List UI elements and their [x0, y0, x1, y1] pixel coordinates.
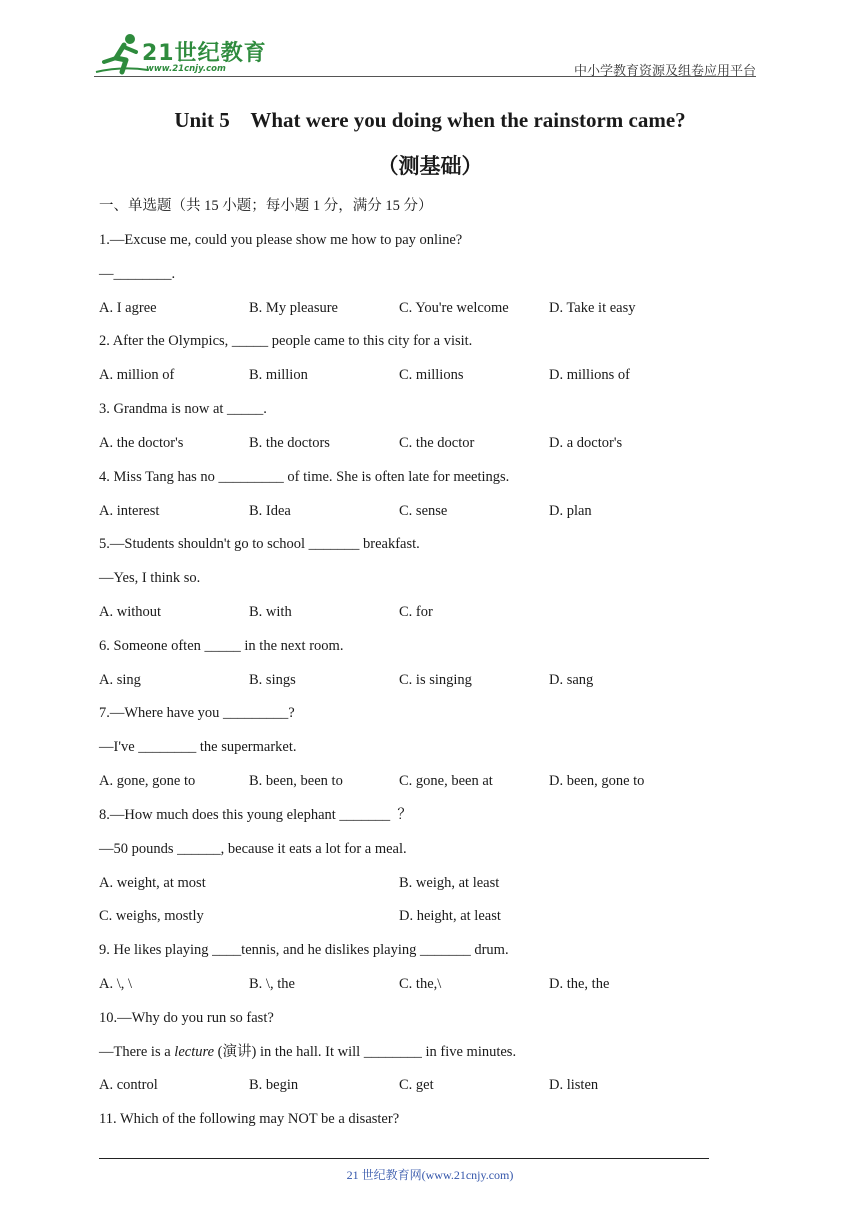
question-5: 5.—Students shouldn't go to school _______ breakfast. [99, 536, 420, 552]
option-a: A. interest [99, 503, 160, 519]
option-b: B. weigh, at least [399, 875, 500, 891]
option-d: D. Take it easy [549, 300, 636, 316]
question-11: 11. Which of the following may NOT be a disaster? [99, 1111, 400, 1127]
question-8-reply: —50 pounds ______, because it eats a lot for a meal. [99, 841, 407, 857]
footer-link[interactable]: 21 世纪教育网(www.21cnjy.com) [346, 1168, 514, 1182]
option-c: C. the,\ [399, 976, 442, 992]
question-4: 4. Miss Tang has no _________ of time. She is often late for meetings. [99, 469, 510, 485]
option-c: C. the doctor [399, 435, 475, 451]
option-d: D. a doctor's [549, 435, 623, 451]
option-c: C. sense [399, 503, 448, 519]
logo [94, 32, 267, 76]
question-3: 3. Grandma is now at _____. [99, 401, 267, 417]
option-c: C. for [399, 604, 433, 620]
option-b: B. with [249, 604, 292, 620]
question-5-reply: —Yes, I think so. [99, 570, 201, 586]
option-b: B. million [249, 367, 308, 383]
question-10: 10.—Why do you run so fast? [99, 1010, 274, 1026]
option-a: A. I agree [99, 300, 157, 316]
page-header [94, 30, 756, 80]
option-a: A. weight, at most [99, 875, 206, 891]
option-b: B. sings [249, 672, 296, 688]
option-d: D. listen [549, 1077, 599, 1093]
option-b: B. the doctors [249, 435, 330, 451]
question-9: 9. He likes playing ____tennis, and he dislikes playing _______ drum. [99, 942, 509, 958]
logo-url: www.21cnjy.com [146, 64, 226, 74]
page-title: Unit 5 What were you doing when the rainstorm came? [174, 108, 686, 132]
question-7: 7.—Where have you _________? [99, 705, 295, 721]
reply-text-start: —There is a [99, 1044, 175, 1060]
question-10-reply [99, 1043, 516, 1061]
option-a: A. control [99, 1077, 158, 1093]
option-a: A. million of [99, 367, 175, 383]
option-b: B. been, been to [249, 773, 343, 789]
question-7-reply: —I've ________ the supermarket. [99, 739, 297, 755]
option-a: A. the doctor's [99, 435, 184, 451]
option-a: A. \, \ [99, 976, 133, 992]
header-divider [94, 76, 756, 77]
option-b: B. \, the [249, 976, 295, 992]
option-d: D. been, gone to [549, 773, 645, 789]
question-1: 1.—Excuse me, could you please show me how to pay online? [99, 232, 463, 248]
option-c: C. gone, been at [399, 773, 493, 789]
section-heading: 一、单选题（共 15 小题；每小题 1 分，满分 15 分） [99, 198, 433, 214]
option-d: D. plan [549, 503, 592, 519]
option-a: A. sing [99, 672, 141, 688]
option-c: C. weighs, mostly [99, 908, 204, 924]
option-a: A. gone, gone to [99, 773, 196, 789]
page-subtitle: （测基础） [377, 154, 483, 178]
platform-name: 中小学教育资源及组卷应用平台 [573, 63, 756, 78]
option-a: A. without [99, 604, 162, 620]
option-b: B. Idea [249, 503, 291, 519]
question-8: 8.—How much does this young elephant _______ ？ [99, 807, 412, 823]
question-2: 2. After the Olympics, _____ people came to this city for a visit. [99, 333, 473, 349]
option-c: C. You're welcome [399, 300, 509, 316]
option-d: D. sang [549, 672, 594, 688]
question-6: 6. Someone often _____ in the next room. [99, 638, 344, 654]
italic-word: lecture [174, 1044, 215, 1060]
footer-divider [99, 1158, 709, 1159]
logo-text: 21世纪教育 [142, 41, 267, 66]
option-b: B. My pleasure [249, 300, 338, 316]
question-1-reply: —________. [99, 266, 176, 282]
option-c: C. is singing [399, 672, 472, 688]
option-c: C. get [399, 1077, 434, 1093]
option-d: D. height, at least [399, 908, 501, 924]
option-b: B. begin [249, 1077, 299, 1093]
reply-text-end: (演讲) in the hall. It will ________ in five minutes. [214, 1044, 517, 1060]
option-d: D. millions of [549, 367, 630, 383]
option-c: C. millions [399, 367, 464, 383]
option-d: D. the, the [549, 976, 610, 992]
